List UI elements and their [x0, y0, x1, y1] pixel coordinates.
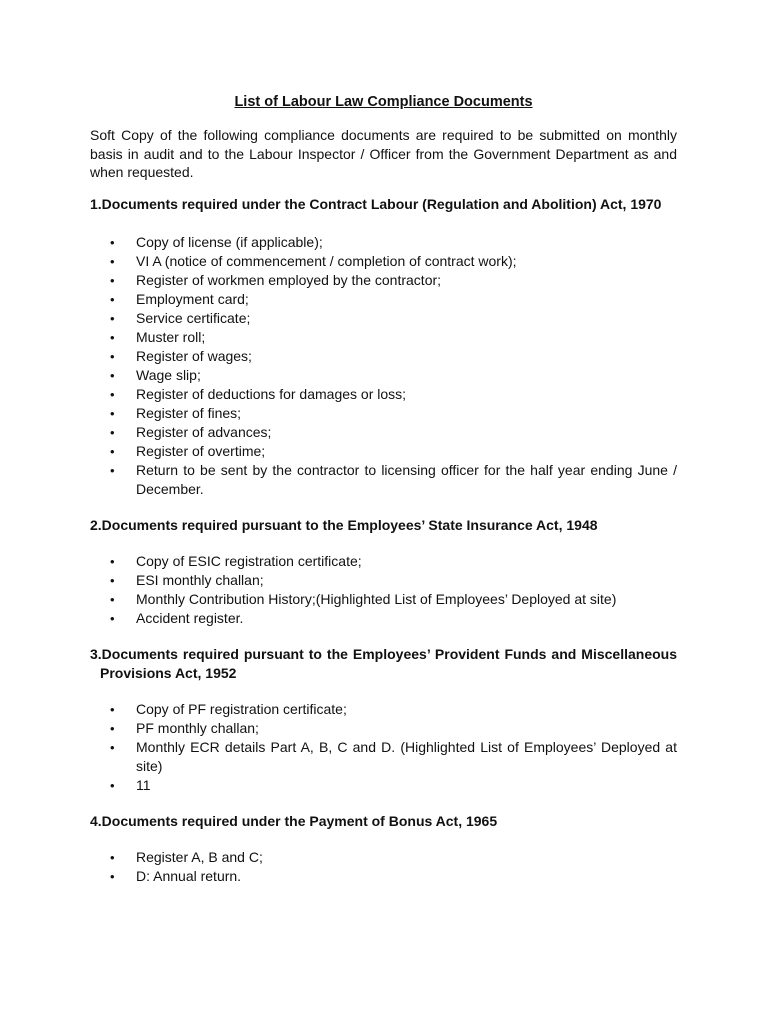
bullet-icon: • — [110, 721, 115, 736]
bullet-icon: • — [110, 424, 115, 440]
bullet-icon: • — [110, 367, 115, 383]
list-item: • Copy of license (if applicable); — [110, 233, 323, 250]
bullet-icon: • — [110, 272, 115, 288]
bullet-icon: • — [110, 573, 115, 588]
bullet-icon: • — [110, 329, 115, 345]
list-item: • Employment card; — [110, 290, 249, 307]
list-item: • Return to be sent by the contractor to licensing officer for the half year ending June / December. — [110, 461, 677, 497]
document-list — [90, 233, 677, 499]
list-item: • 11 — [110, 777, 151, 793]
bullet-icon: • — [110, 849, 115, 865]
bullet-icon: • — [110, 702, 115, 717]
list-item: • D: Annual return. — [110, 867, 242, 884]
document-page — [90, 93, 677, 903]
section-provident-funds — [90, 645, 677, 795]
list-item: • Service certificate; — [110, 309, 251, 326]
list-item: • VI A (notice of commencement / completion of contract work); — [110, 252, 517, 269]
bullet-icon: • — [110, 253, 115, 269]
list-item: • PF monthly challan; — [110, 720, 259, 736]
bullet-icon: • — [110, 443, 115, 459]
list-item: • Register of advances; — [110, 423, 272, 440]
list-item: • Register of deductions for damages or loss; — [110, 385, 407, 402]
section-bonus — [90, 812, 677, 886]
bullet-icon: • — [110, 778, 115, 793]
section-heading: 3.Documents required pursuant to the Employees’ Provident Funds and Miscellaneous Provisions Act, 1952 — [90, 646, 677, 681]
list-item: • Copy of PF registration certificate; — [110, 701, 347, 717]
bullet-icon: • — [110, 592, 115, 607]
list-item: • Copy of ESIC registration certificate; — [110, 553, 362, 569]
list-item: • ESI monthly challan; — [110, 572, 264, 588]
list-item: • Monthly ECR details Part A, B, C and D. (Highlighted List of Employees’ Deployed at site) — [110, 739, 677, 774]
bullet-icon: • — [110, 348, 115, 364]
section-esi — [90, 516, 677, 629]
bullet-icon: • — [110, 868, 115, 884]
document-title: List of Labour Law Compliance Documents — [234, 94, 533, 110]
bullet-icon: • — [110, 740, 115, 755]
bullet-icon: • — [110, 310, 115, 326]
list-item: • Wage slip; — [110, 366, 201, 383]
list-item: • Register of fines; — [110, 404, 242, 421]
list-item: • Monthly Contribution History;(Highlighted List of Employees’ Deployed at site) — [110, 591, 617, 607]
list-item: • Register A, B and C; — [110, 848, 263, 865]
document-list — [90, 552, 677, 628]
section-heading: 2.Documents required pursuant to the Employees’ State Insurance Act, 1948 — [90, 516, 598, 533]
document-list — [90, 848, 677, 886]
bullet-icon: • — [110, 234, 115, 250]
bullet-icon: • — [110, 405, 115, 421]
section-contract-labour — [90, 195, 677, 499]
section-heading: 4.Documents required under the Payment of Bonus Act, 1965 — [90, 813, 498, 829]
document-list — [90, 700, 677, 795]
intro-paragraph: Soft Copy of the following compliance documents are required to be submitted on monthly basis in audit and to the Labour Inspector / Officer from the Government Department as and when requested. — [90, 127, 677, 180]
list-item: • Register of wages; — [110, 347, 252, 364]
bullet-icon: • — [110, 462, 115, 478]
section-heading: 1.Documents required under the Contract Labour (Regulation and Abolition) Act, 1970 — [90, 195, 662, 212]
bullet-icon: • — [110, 291, 115, 307]
bullet-icon: • — [110, 386, 115, 402]
bullet-icon: • — [110, 611, 115, 626]
list-item: • Register of overtime; — [110, 442, 266, 459]
list-item: • Muster roll; — [110, 328, 206, 345]
list-item: • Accident register. — [110, 610, 244, 626]
list-item: • Register of workmen employed by the contractor; — [110, 271, 442, 288]
bullet-icon: • — [110, 554, 115, 569]
